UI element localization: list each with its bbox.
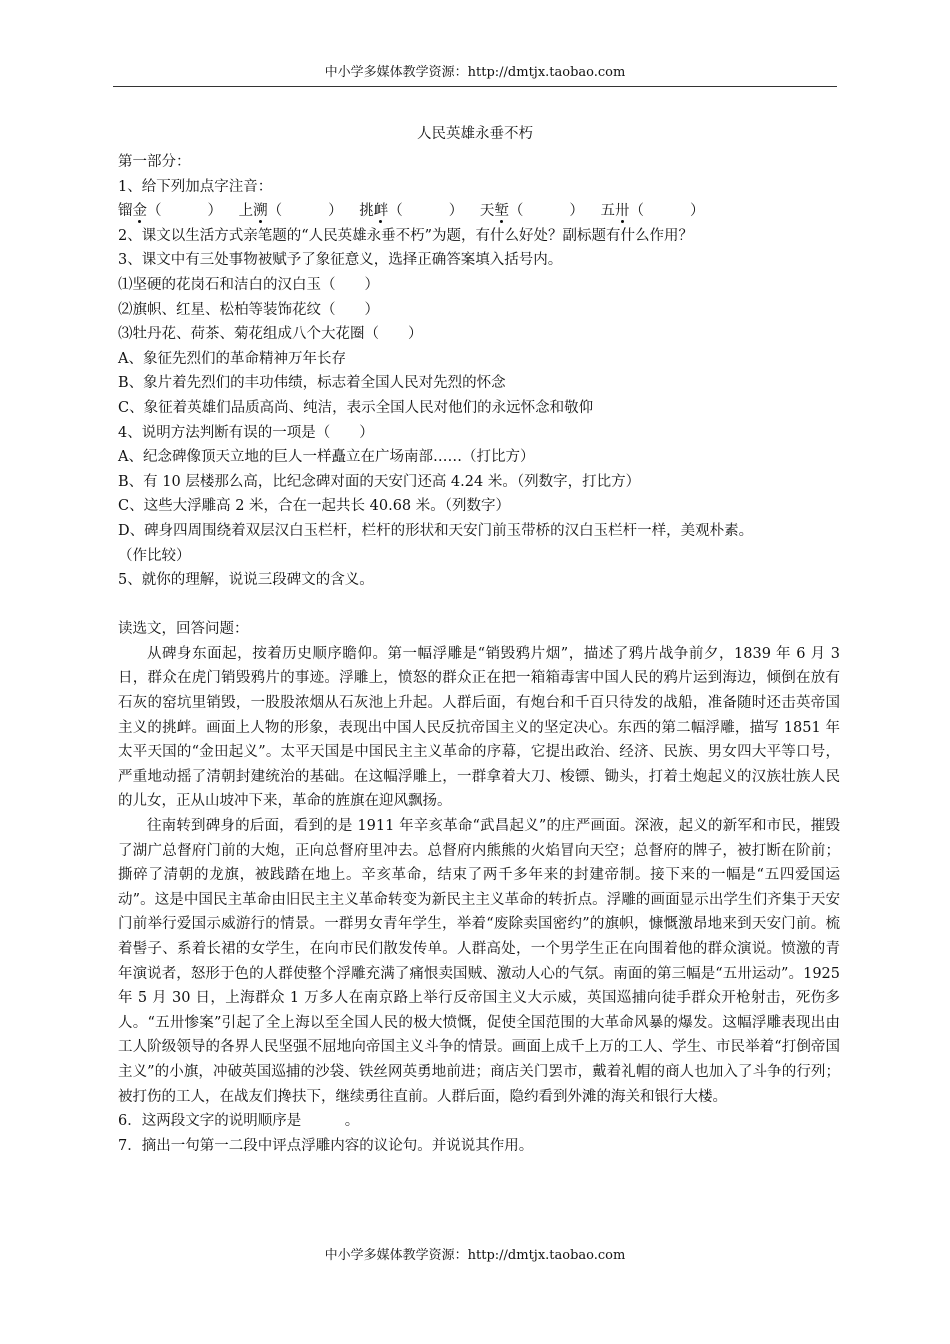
question-4-option: （作比较） — [118, 547, 191, 564]
reading-paragraph: 从碑身东面起，按着历史顺序瞻仰。第一幅浮雕是“销毁鸦片烟”，描述了鸦片战争前夕，1839 年 6 月 3 日，群众在虎门销毁鸦片的事迹。浮雕上，愤怒的群众正在把一箱箱毒害中国人民的鸦片运到海边，倾倒在放有石灰的窑坑里销毁，一股股浓烟从石灰池上升起。人群后面，有炮台和千百只待发的战船，准备随时还击英帝国主义的挑衅。画面上人物的形象，表现出中国人民反抗帝国主义的坚定决心。东西的第二幅浮雕，描写 1851 年太平天国的“金田起义”。太平天国是中国民主主义革命的序幕，它提出政治、经济、民族、男女四大平等口号，严重地动摇了清朝封建统治的基础。在这幅浮雕上，一群拿着大刀、梭镖、锄头，打着土炮起义的汉族壮族人民的儿女，正从山坡冲下来，革命的旌旗在迎风飘扬。 — [118, 645, 840, 810]
pinyin-word: 镏金（ ） — [118, 203, 222, 220]
pinyin-word: 挑衅（ ） — [359, 203, 464, 220]
question-4-option: A、纪念碑像顶天立地的巨人一样矗立在广场南部……（打比方） — [118, 449, 535, 466]
pinyin-word: 五卅（ ） — [600, 203, 705, 220]
question-4-option: C、这些大浮雕高 2 米，合在一起共长 40.68 米。（列数字） — [118, 498, 511, 515]
question-3-option: B、象片着先烈们的丰功伟绩，标志着全国人民对先烈的怀念 — [118, 375, 506, 392]
question-3: 3、课文中有三处事物被赋予了象征意义，选择正确答案填入括号内。 — [118, 252, 563, 269]
question-5: 5、就你的理解，说说三段碑文的含义。 — [118, 572, 374, 589]
question-3-option: A、象征先烈们的革命精神万年长存 — [118, 350, 346, 367]
question-2: 2、课文以生活方式亲笔题的“人民英雄永垂不朽”为题，有什么好处？副标题有什么作用？ — [118, 227, 694, 244]
question-4-option: B、有 10 层楼那么高，比纪念碑对面的天安门还高 4.24 米。（列数字，打比方） — [118, 473, 641, 490]
question-4: 4、说明方法判断有误的一项是（ ） — [118, 424, 374, 441]
pinyin-word: 上溯（ ） — [238, 203, 343, 220]
reading-paragraph: 往南转到碑身的后面，看到的是 1911 年辛亥革命“武昌起义”的庄严画面。深液，起义的新军和市民，摧毁了湖广总督府门前的大炮，正向总督府里冲去。总督府内熊熊的火焰冒向天空；总督府的牌子，被打断在阶前；撕碎了清朝的龙旗，被践踏在地上。辛亥革命，结束了两千多年来的封建帝制。接下来的一幅是“五四爱国运动”。这是中国民主革命由旧民主主义革命转变为新民主主义革命的转折点。浮雕的画面显示出学生们齐集于天安门前举行爱国示威游行的情景。一群男女青年学生，举着“废除卖国密约”的旗帜，慷慨激昂地来到天安门前。梳着髻子、系着长裙的女学生，在向市民们散发传单。人群高处，一个男学生正在向围着他的群众演说。愤激的青年演说者，怒形于色的人群使整个浮雕充满了痛恨卖国贼、激动人心的气氛。南面的第三幅是“五卅运动”。1925 年 5 月 30 日，上海群众 1 万多人在南京路上举行反帝国主义大示威，英国巡捕向徒手群众开枪射击，死伤多人。“五卅惨案”引起了全上海以至全国人民的极大愤慨，促使全国范围的大革命风暴的爆发。这幅浮雕表现出由工人阶级领导的各界人民坚强不屈地向帝国主义斗争的情景。画面上成千上万的工人、学生、市民举着“打倒帝国主义”的小旗，冲破英国巡捕的沙袋、铁丝网英勇地前进；商店关门罢市，戴着礼帽的商人也加入了斗争的行列；被打伤的工人，在战友们搀扶下，继续勇往直前。人群后面，隐约看到外滩的海关和银行大楼。 — [118, 818, 840, 1105]
spacer — [118, 593, 840, 618]
question-3-item: ⑴坚硬的花岗石和洁白的汉白玉（ ） — [118, 276, 379, 293]
question-3-item: ⑵旗帜、红星、松柏等装饰花纹（ ） — [118, 301, 379, 318]
pinyin-words-row — [118, 199, 840, 224]
question-3-item: ⑶牡丹花、荷茶、菊花组成八个大花圈（ ） — [118, 326, 423, 343]
question-4-option: D、碑身四周围绕着双层汉白玉栏杆，栏杆的形状和天安门前玉带桥的汉白玉栏杆一样，美观朴素。 — [118, 522, 754, 539]
question-1: 1、给下列加点字注音： — [118, 178, 273, 195]
header-rule — [113, 86, 837, 87]
document-title: 人民英雄永垂不朽 — [417, 126, 533, 142]
reading-heading: 读选文，回答问题： — [118, 621, 249, 638]
part1-heading: 第一部分： — [118, 154, 191, 170]
page-footer: 中小学多媒体教学资源：http://dmtjx.taobao.com — [324, 1248, 626, 1263]
question-6: 6．这两段文字的说明顺序是 。 — [118, 1113, 360, 1130]
question-3-option: C、象征着英雄们品质高尚、纯洁，表示全国人民对他们的永远怀念和敬仰 — [118, 399, 594, 416]
page-header: 中小学多媒体教学资源：http://dmtjx.taobao.com — [324, 65, 626, 80]
question-7: 7．摘出一句第一二段中评点浮雕内容的议论句。并说说其作用。 — [118, 1137, 534, 1154]
pinyin-word: 天堑（ ） — [479, 203, 584, 220]
document-body — [118, 150, 840, 1158]
